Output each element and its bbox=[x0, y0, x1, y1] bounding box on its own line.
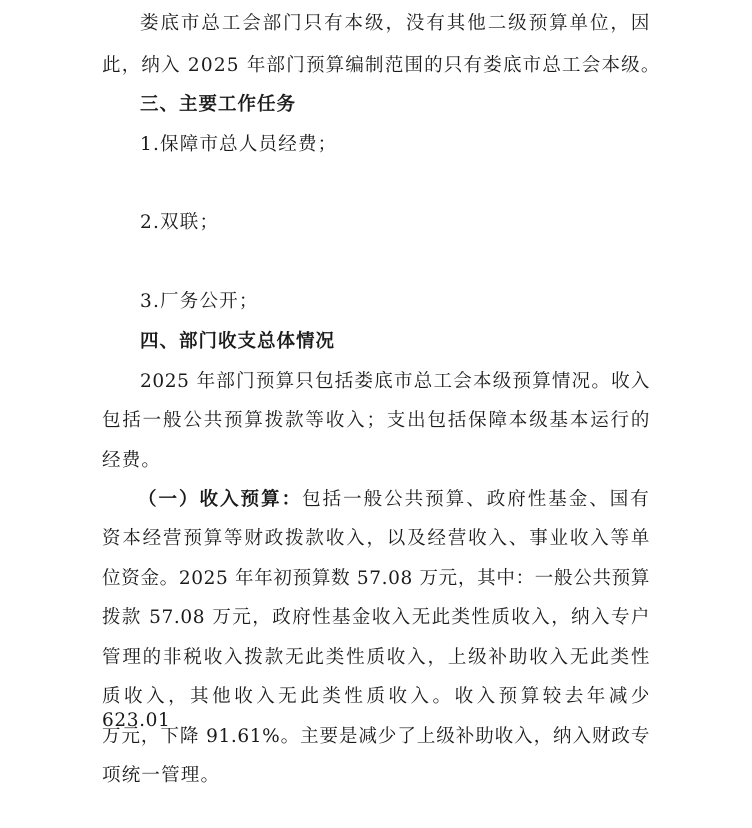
section-heading: 四、部门收支总体情况 bbox=[140, 331, 336, 352]
paragraph-text: 包括一般公共预算、政府性基金、国有 bbox=[302, 489, 651, 510]
income-budget-label: （一）收入预算： bbox=[138, 489, 303, 510]
paragraph-line: 资本经营预算等财政拨款收入，以及经营收入、事业收入等单 bbox=[102, 528, 650, 549]
income-budget-first-line bbox=[138, 488, 650, 512]
paragraph-line: 此，纳入 2025 年部门预算编制范围的只有娄底市总工会本级。 bbox=[102, 55, 661, 76]
paragraph-line: 包括一般公共预算拨款等收入；支出包括保障本级基本运行的 bbox=[102, 410, 650, 431]
paragraph-line: 管理的非税收入拨款无此类性质收入，上级补助收入无此类性 bbox=[102, 647, 650, 668]
paragraph-line: 万元，下降 91.61%。主要是减少了上级补助收入，纳入财政专 bbox=[102, 726, 650, 747]
paragraph-line: 经费。 bbox=[102, 450, 162, 471]
list-item: 1.保障市总人员经费； bbox=[140, 134, 338, 155]
paragraph-line: 拨款 57.08 万元，政府性基金收入无此类性质收入，纳入专户 bbox=[102, 607, 650, 628]
paragraph-line: 项统一管理。 bbox=[102, 765, 221, 786]
paragraph-line: 2025 年部门预算只包括娄底市总工会本级预算情况。收入 bbox=[140, 371, 650, 392]
list-item: 2.双联； bbox=[140, 212, 220, 233]
list-item: 3.厂务公开； bbox=[140, 291, 259, 312]
section-heading: 三、主要工作任务 bbox=[140, 94, 297, 115]
paragraph-line: 质收入，其他收入无此类性质收入。收入预算较去年减少 623.01 bbox=[102, 686, 650, 731]
paragraph-line: 位资金。2025 年年初预算数 57.08 万元，其中：一般公共预算 bbox=[102, 568, 650, 589]
paragraph-line: 娄底市总工会部门只有本级，没有其他二级预算单位，因 bbox=[140, 13, 650, 34]
